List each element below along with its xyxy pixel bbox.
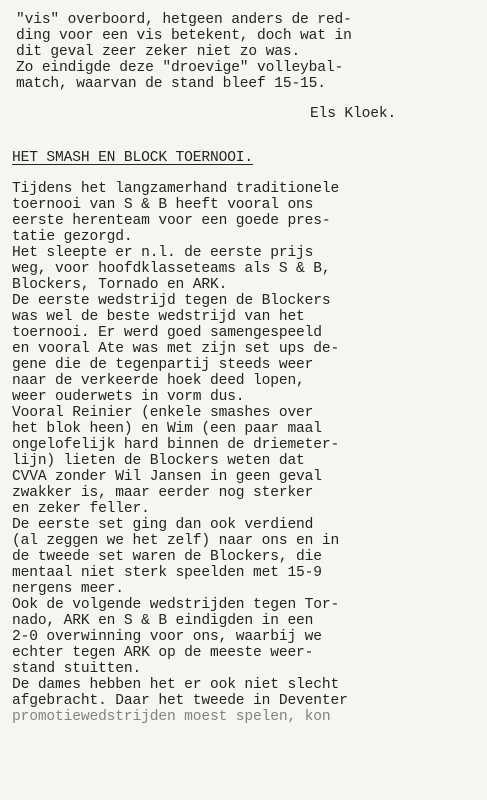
body-line: naar de verkeerde hoek deed lopen, [12,373,305,389]
body-line: 2-0 overwinning voor ons, waarbij we [12,629,322,645]
body-line: weer ouderwets in vorm dus. [12,389,245,405]
body-line: afgebracht. Daar het tweede in Deventer [12,693,348,709]
body-line: Ook de volgende wedstrijden tegen Tor- [12,597,340,613]
intro-line: Zo eindigde deze "droevige" volleybal- [16,60,344,76]
body-line: stand stuitten. [12,661,142,677]
signature: Els Kloek. [310,106,397,122]
body-line: het blok heen) en Wim (een paar maal [12,421,322,437]
body-line: nergens meer. [12,581,124,597]
intro-line: "vis" overboord, hetgeen anders de red- [16,12,352,28]
body-line: De dames hebben het er ook niet slecht [12,677,340,693]
body-line: Vooral Reinier (enkele smashes over [12,405,314,421]
body-line: ongelofelijk hard binnen de driemeter- [12,437,340,453]
section-heading: HET SMASH EN BLOCK TOERNOOI. [12,150,254,166]
body-line: en zeker feller. [12,501,150,517]
body-line: was wel de beste wedstrijd van het [12,309,305,325]
body-line: de tweede set waren de Blockers, die [12,549,322,565]
intro-line: dit geval zeer zeker niet zo was. [16,44,301,60]
body-line: promotiewedstrijden moest spelen, kon [12,709,331,725]
body-line: CVVA zonder Wil Jansen in geen geval [12,469,322,485]
body-line: toernooi. Er werd goed samengespeeld [12,325,322,341]
body-line: lijn) lieten de Blockers weten dat [12,453,305,469]
body-line: Blockers, Tornado en ARK. [12,277,228,293]
body-line: toernooi van S & B heeft vooral ons [12,197,314,213]
body-line: De eerste set ging dan ook verdiend [12,517,314,533]
body-line: zwakker is, maar eerder nog sterker [12,485,314,501]
body-line: Het sleepte er n.l. de eerste prijs [12,245,314,261]
body-line: tatie gezorgd. [12,229,133,245]
body-line: (al zeggen we het zelf) naar ons en in [12,533,340,549]
body-line: nado, ARK en S & B eindigden in een [12,613,314,629]
body-line: mentaal niet sterk speelden met 15-9 [12,565,322,581]
intro-line: ding voor een vis betekent, doch wat in [16,28,352,44]
body-line: echter tegen ARK op de meeste weer- [12,645,314,661]
body-line: gene die de tegenpartij steeds weer [12,357,314,373]
body-line: weg, voor hoofdklasseteams als S & B, [12,261,331,277]
body-line: Tijdens het langzamerhand traditionele [12,181,340,197]
body-line: en vooral Ate was met zijn set ups de- [12,341,340,357]
intro-line: match, waarvan de stand bleef 15-15. [16,76,326,92]
body-line: eerste herenteam voor een goede pres- [12,213,331,229]
body-line: De eerste wedstrijd tegen de Blockers [12,293,331,309]
